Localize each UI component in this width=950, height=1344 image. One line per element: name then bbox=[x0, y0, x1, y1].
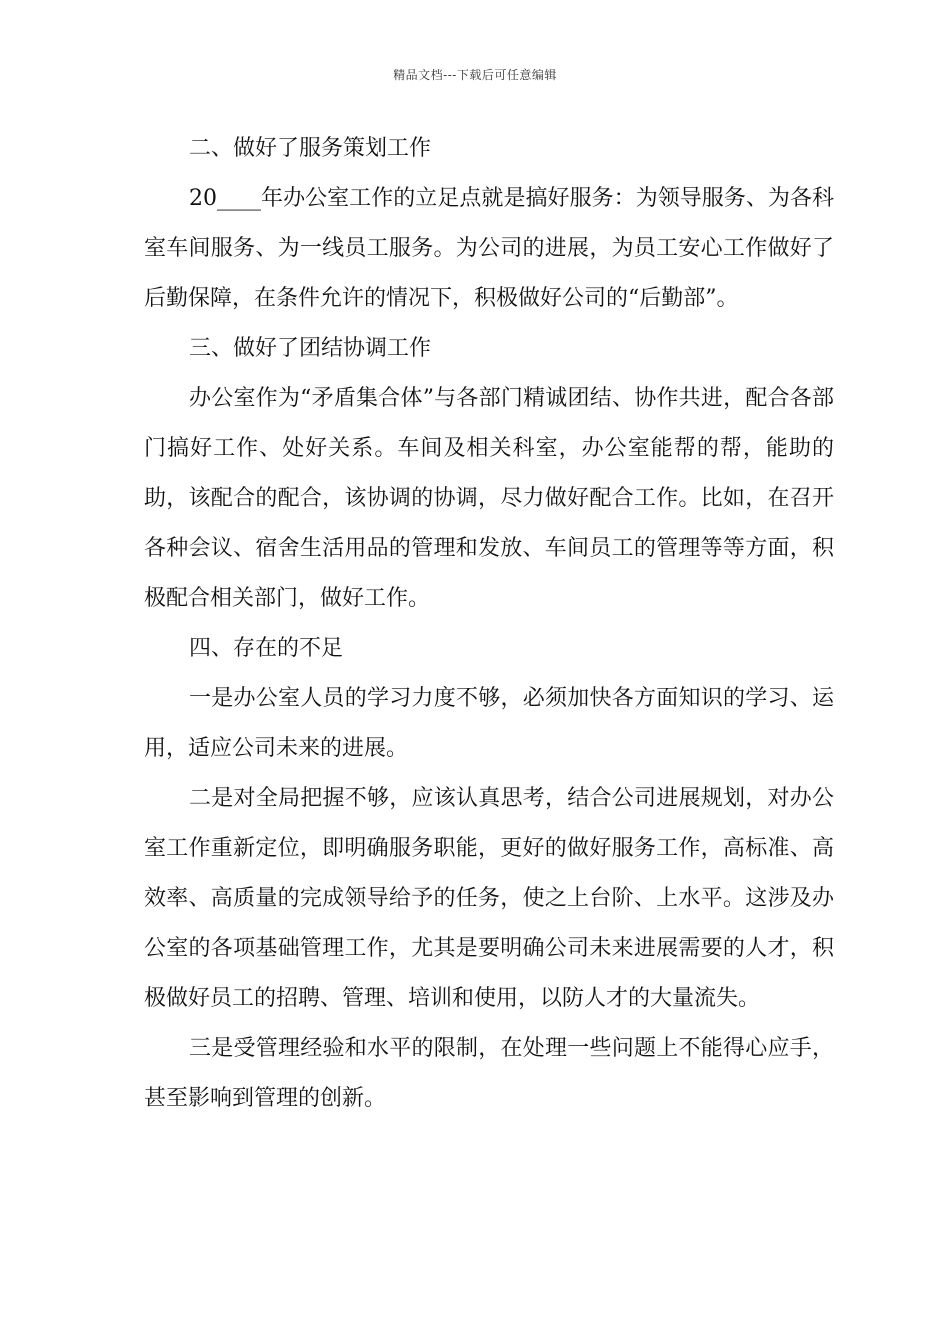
section-heading-2: 二、做好了服务策划工作 bbox=[189, 136, 432, 161]
paragraph-shortcoming-3: 三是受管理经验和水平的限制，在处理一些问题上不能得心应手，甚至影响到管理的创新。 bbox=[144, 1036, 834, 1111]
paragraph-service: 20____年办公室工作的立足点就是搞好服务：为领导服务、为各科室车间服务、为一线员工服务。为公司的进展，为员工安心工作做好了后勤保障，在条件允许的情况下，积极做好公司的“后勤部”。 bbox=[144, 186, 834, 311]
page-header-note: 精品文档---下载后可任意编辑 bbox=[393, 68, 557, 82]
section-heading-4: 四、存在的不足 bbox=[189, 636, 344, 661]
paragraph-shortcoming-1: 一是办公室人员的学习力度不够，必须加快各方面知识的学习、运用，适应公司未来的进展。 bbox=[144, 686, 834, 761]
paragraph-shortcoming-2: 二是对全局把握不够，应该认真思考，结合公司进展规划，对办公室工作重新定位，即明确服务职能，更好的做好服务工作，高标准、高效率、高质量的完成领导给予的任务，使之上台阶、上水平。这涉及办公室的各项基础管理工作，尤其是要明确公司未来进展需要的人才，积极做好员工的招聘、管理、培训和使用，以防人才的大量流失。 bbox=[144, 786, 834, 1011]
section-heading-3: 三、做好了团结协调工作 bbox=[189, 336, 432, 361]
paragraph-coordination: 办公室作为“矛盾集合体”与各部门精诚团结、协作共进，配合各部门搞好工作、处好关系。车间及相关科室，办公室能帮的帮，能助的助，该配合的配合，该协调的协调，尽力做好配合工作。比如，在召开各种会议、宿舍生活用品的管理和发放、车间员工的管理等等方面，积极配合相关部门，做好工作。 bbox=[144, 386, 834, 611]
document-body bbox=[144, 124, 834, 1124]
